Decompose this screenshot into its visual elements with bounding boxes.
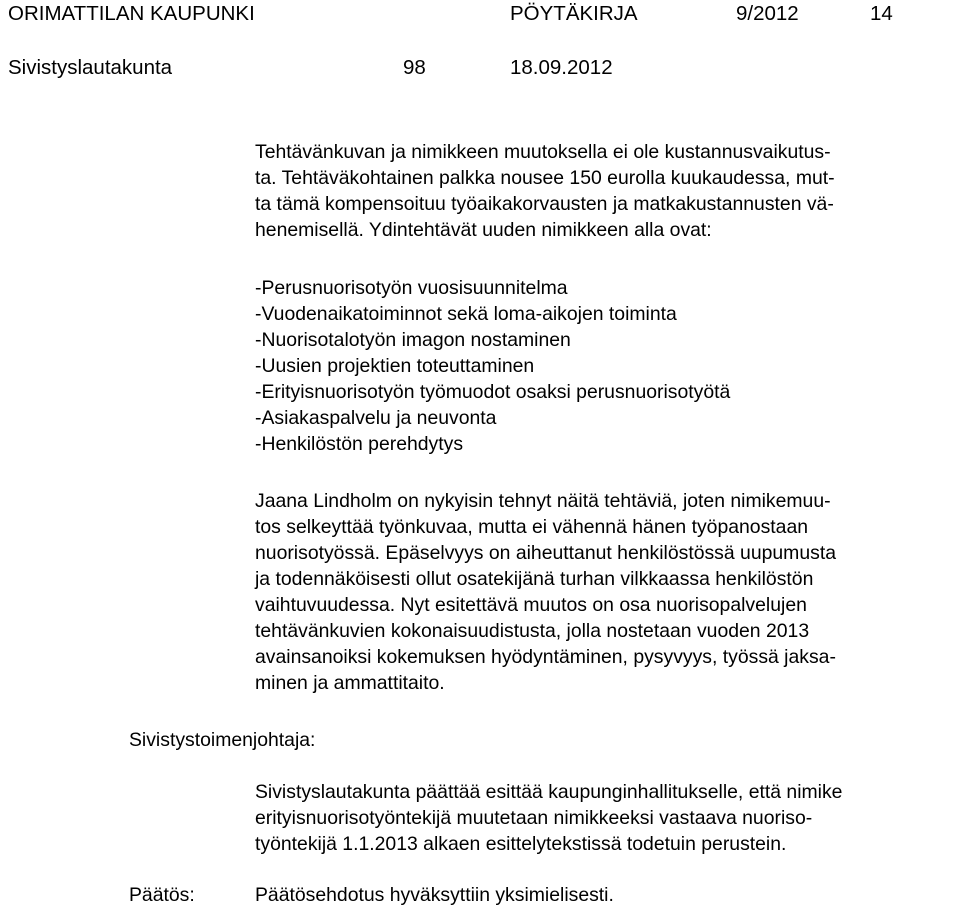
- list-item: -Uusien projektien toteuttaminen: [255, 355, 535, 377]
- text-line: tos selkeyttää työnkuvaa, mutta ei vähennä hänen työpanostaan: [255, 516, 809, 538]
- list-item: -Henkilöstön perehdytys: [255, 433, 464, 455]
- text-line: Sivistyslautakunta päättää esittää kaupunginhallitukselle, että nimike: [255, 781, 843, 803]
- text-line: erityisnuorisotyöntekijä muutetaan nimikkeeksi vastaava nuoriso-: [255, 807, 813, 829]
- list-item: -Vuodenaikatoiminnot sekä loma-aikojen toiminta: [255, 303, 677, 325]
- text-line: ta tämä kompensoituu työaikakorvausten ja matkakustannusten vä-: [255, 193, 834, 215]
- text-line: tehtävänkuvien kokonaisuudistusta, jolla nostetaan vuoden 2013: [255, 620, 810, 642]
- document-type: PÖYTÄKIRJA: [510, 2, 638, 25]
- text-line: henemisellä. Ydintehtävät uuden nimikkeen alla ovat:: [255, 219, 712, 241]
- page-number: 14: [870, 2, 893, 25]
- document-number: 9/2012: [736, 2, 799, 25]
- list-item: -Perusnuorisotyön vuosisuunnitelma: [255, 277, 568, 299]
- section-number: 98: [403, 56, 426, 79]
- municipality-name: ORIMATTILAN KAUPUNKI: [8, 2, 255, 25]
- text-line: Tehtävänkuvan ja nimikkeen muutoksella ei ole kustannusvaikutus-: [255, 141, 831, 163]
- text-line: ja todennäköisesti ollut osatekijänä turhan vilkkaassa henkilöstön: [255, 568, 814, 590]
- proposal-label: Sivistystoimenjohtaja:: [129, 729, 316, 751]
- text-line: vaihtuvuudessa. Nyt esitettävä muutos on osa nuorisopalvelujen: [255, 594, 807, 616]
- text-line: minen ja ammattitaito.: [255, 672, 445, 694]
- list-item: -Asiakaspalvelu ja neuvonta: [255, 407, 497, 429]
- decision-label: Päätös:: [129, 884, 195, 906]
- decision-text: Päätösehdotus hyväksyttiin yksimielisesti.: [255, 884, 614, 906]
- meeting-date: 18.09.2012: [510, 56, 613, 79]
- committee-name: Sivistyslautakunta: [8, 56, 173, 79]
- text-line: nuorisotyössä. Epäselvyys on aiheuttanut henkilöstössä uupumusta: [255, 542, 836, 564]
- list-item: -Erityisnuorisotyön työmuodot osaksi perusnuorisotyötä: [255, 381, 731, 403]
- text-line: avainsanoiksi kokemuksen hyödyntäminen, pysyvyys, työssä jaksa-: [255, 646, 836, 668]
- list-item: -Nuorisotalotyön imagon nostaminen: [255, 329, 571, 351]
- text-line: työntekijä 1.1.2013 alkaen esittelytekstissä todetuin perustein.: [255, 833, 787, 855]
- text-line: Jaana Lindholm on nykyisin tehnyt näitä tehtäviä, joten nimikemuu-: [255, 490, 831, 512]
- text-line: ta. Tehtäväkohtainen palkka nousee 150 eurolla kuukaudessa, mut-: [255, 167, 835, 189]
